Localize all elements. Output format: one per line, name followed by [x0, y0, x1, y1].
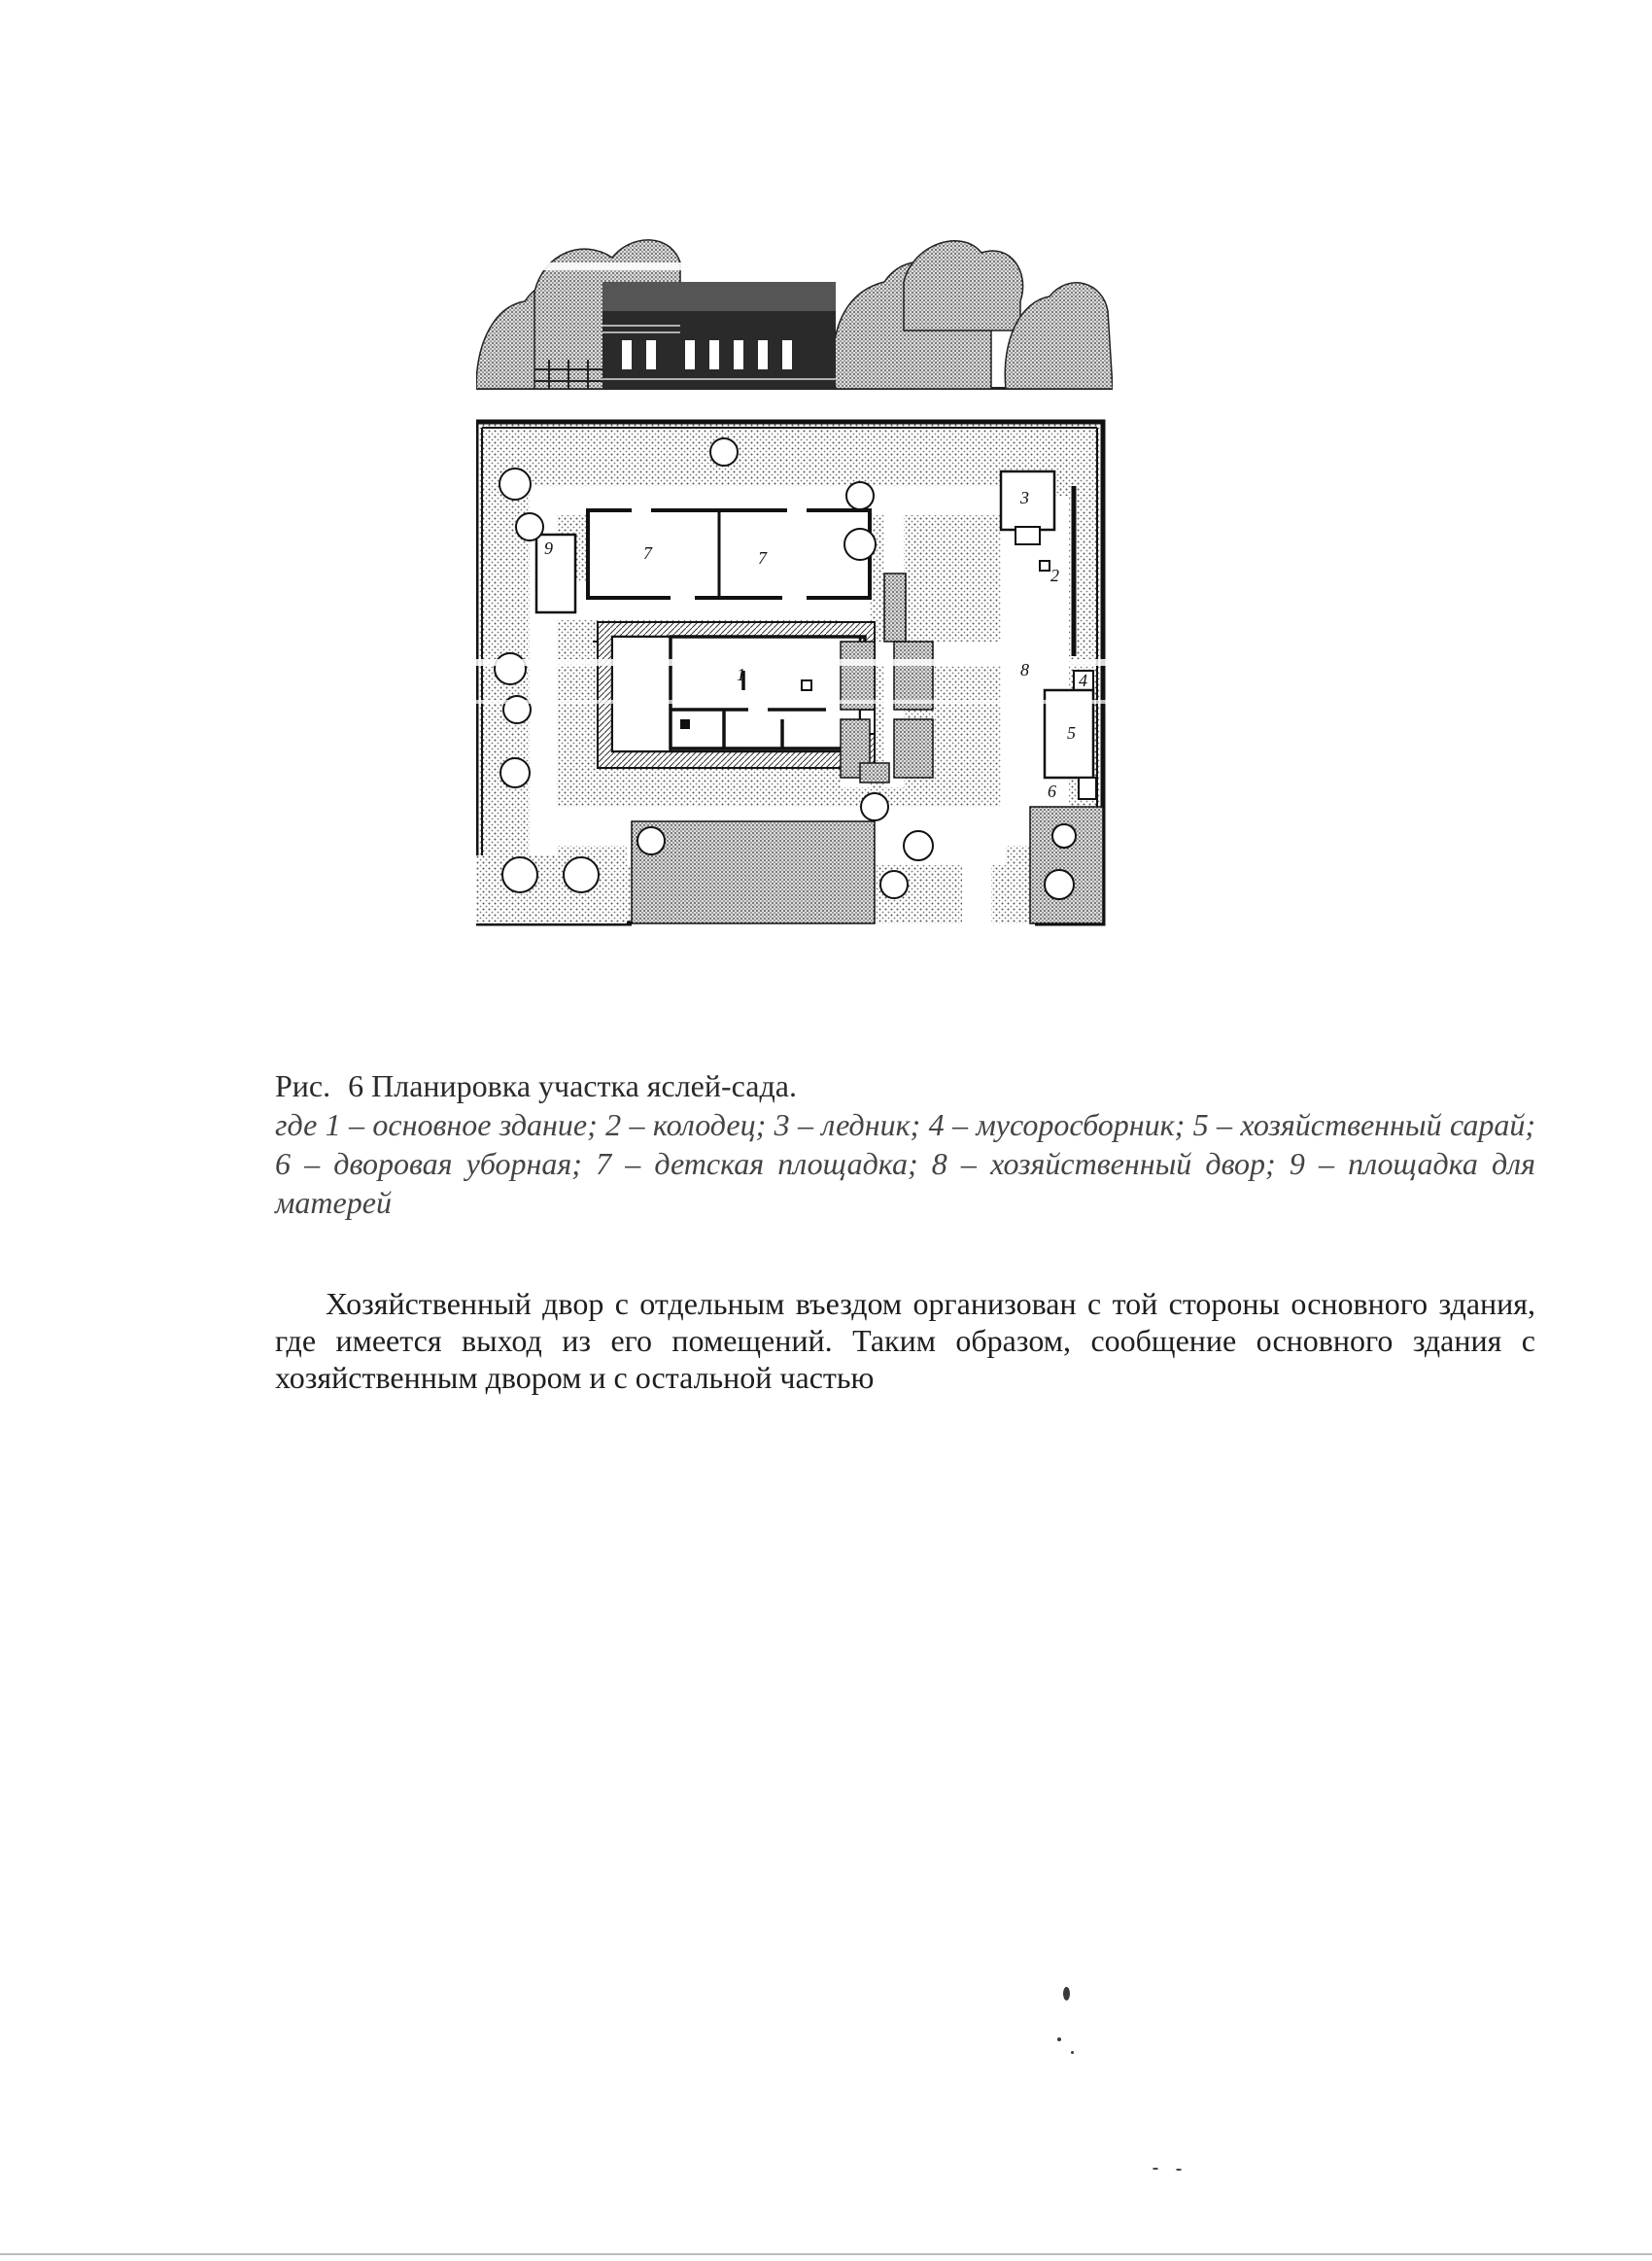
plan-label-6: 6 [1048, 782, 1056, 801]
caption-legend: где 1 – основное здание; 2 – колодец; 3 – ледник; 4 – мусоросборник; 5 – хозяйственный сарай; 6 – дворовая уборная; 7 – детская площадка; 8 – хозяйственный двор; 9 – площадка для матерей [275, 1107, 1535, 1220]
plan-label-5: 5 [1067, 723, 1076, 743]
scan-speck [1176, 2169, 1182, 2171]
site-plan-illustration [476, 214, 1113, 953]
caption-number: 6 [348, 1068, 364, 1103]
plan-label-8: 8 [1020, 660, 1029, 679]
site-plan [476, 422, 1113, 923]
playground-area [588, 505, 870, 603]
site-plan-figure [476, 214, 1113, 953]
main-building [593, 622, 875, 768]
caption-title [275, 1066, 1535, 1105]
caption-title-text: Планировка участка яслей-сада. [371, 1068, 797, 1103]
body-paragraph: Хозяйственный двор с отдельным въездом организован с той стороны основного здания, где имеется выход из его помещений. Таким образом, сообщение основного здания с хозяйственным двором и с остальной частью [275, 1286, 1535, 1395]
caption-prefix: Рис. [275, 1068, 331, 1103]
plan-label-2: 2 [1050, 566, 1059, 585]
plan-label-1: 1 [737, 665, 745, 684]
plan-label-7b: 7 [758, 548, 767, 568]
scan-edge [0, 2253, 1652, 2255]
scan-speck [1071, 2051, 1074, 2054]
plan-label-3: 3 [1020, 488, 1029, 507]
figure-caption [275, 1066, 1535, 1222]
scan-speck [1063, 1987, 1070, 2000]
plan-label-7a: 7 [643, 543, 652, 563]
scan-speck [1057, 2037, 1061, 2041]
plan-label-4: 4 [1079, 671, 1087, 690]
scan-speck [1153, 2168, 1158, 2170]
plan-label-9: 9 [544, 539, 553, 558]
perspective-sketch [476, 240, 1113, 390]
